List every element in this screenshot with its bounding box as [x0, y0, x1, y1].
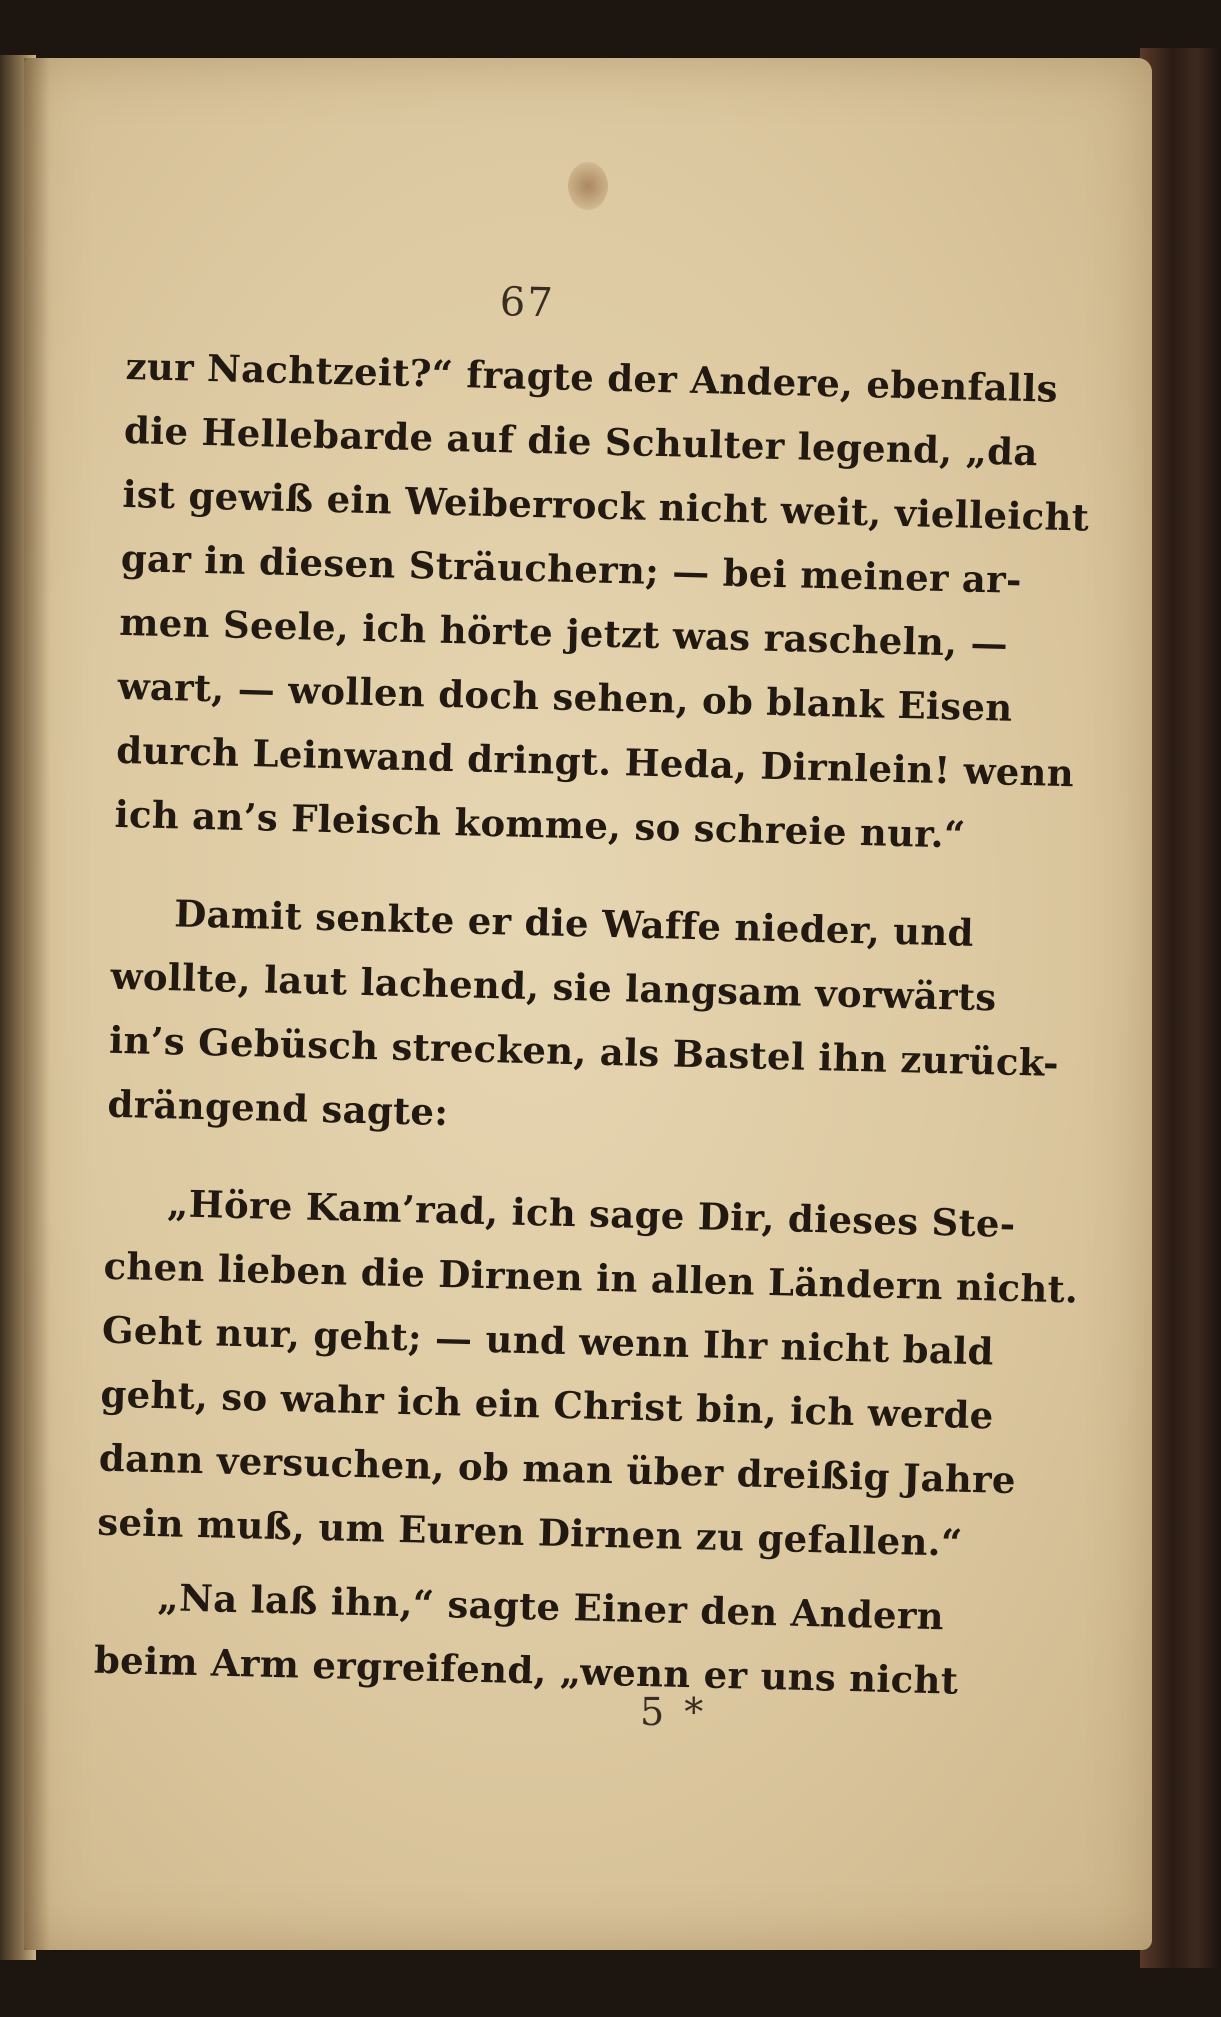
text-line: sein muß, um Euren Dirnen zu gefallen.“	[96, 1499, 964, 1565]
text-line: durch Leinwand dringt. Heda, Dirnlein! wenn	[115, 727, 1075, 796]
paragraph-2	[107, 880, 1060, 1155]
signature-mark: 5 *	[640, 1690, 708, 1734]
text-line: in’s Gebüsch strecken, als Bastel ihn zurück-	[108, 1017, 1060, 1085]
text-line: ich an’s Fleisch komme, so schreie nur.“	[114, 791, 967, 857]
text-line: „Höre Kam’rad, ich sage Dir, dieses Ste-	[166, 1181, 1017, 1246]
text-line: men Seele, ich hörte jetzt was rascheln, —	[118, 599, 1009, 666]
text-line: gar in diesen Sträuchern; — bei meiner ar-	[120, 535, 1023, 602]
text-line: die Hellebarde auf die Schulter legend, „da	[123, 407, 1039, 475]
text-line: chen lieben die Dirnen in allen Ländern nicht.	[103, 1243, 1079, 1312]
text-line: „Na laß ihn,“ sagte Einer den Andern	[157, 1575, 945, 1639]
paragraph-3	[96, 1170, 1079, 1573]
text-line: wart, — wollen doch sehen, ob blank Eisen	[117, 663, 1014, 730]
text-line: wollte, laut lachend, sie langsam vorwärts	[110, 953, 997, 1020]
text-line: dann versuchen, ob man über dreißig Jahre	[98, 1435, 1017, 1503]
text-line: ist gewiß ein Weiberrock nicht weit, vielleicht	[121, 471, 1090, 540]
text-line: Geht nur, geht; — und wenn Ihr nicht bald	[101, 1307, 995, 1374]
text-line: Damit senkte er die Waffe nieder, und	[173, 891, 975, 955]
paragraph-4	[93, 1564, 959, 1712]
page-text	[93, 270, 1090, 1711]
paragraph-1	[114, 334, 1090, 865]
text-line: geht, so wahr ich ein Christ bin, ich werde	[100, 1371, 995, 1438]
page-number: 67	[499, 279, 556, 327]
book-cover-edge	[1140, 48, 1221, 1968]
text-line: zur Nachtzeit?“ fragte der Andere, ebenfalls	[125, 343, 1059, 411]
paper-stain	[568, 162, 608, 210]
text-line: beim Arm ergreifend, „wenn er uns nicht	[93, 1637, 959, 1703]
text-line: drängend sagte:	[107, 1081, 449, 1135]
page-gutter	[24, 58, 50, 1950]
